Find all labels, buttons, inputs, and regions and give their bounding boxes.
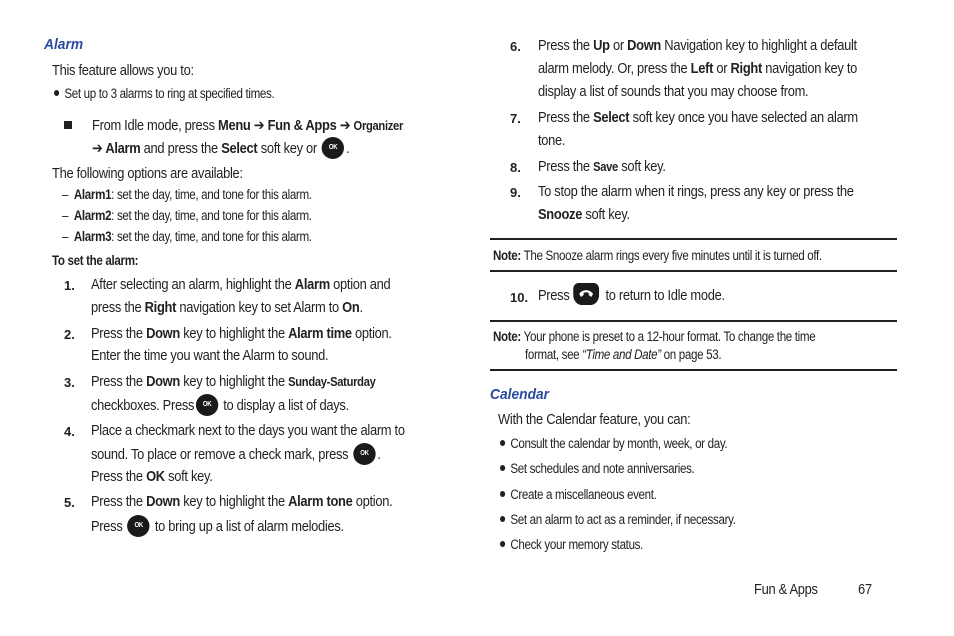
calendar-bullet: Create a miscellaneous event. bbox=[500, 487, 682, 502]
bullet-icon bbox=[500, 440, 505, 446]
step0-line2: ➔ Alarm and press the Select soft key or OK . bbox=[92, 138, 391, 160]
step9-line1: To stop the alarm when it rings, press any key or press the bbox=[538, 183, 854, 200]
step7-number: 7. bbox=[510, 111, 521, 126]
bullet-icon bbox=[500, 541, 505, 547]
step8-line: Press the Save soft key. bbox=[538, 158, 666, 175]
ok-key-icon: OK bbox=[353, 443, 375, 465]
step5-line2: Press OK to bring up a list of alarm melodies. bbox=[91, 516, 385, 538]
calendar-bullet: Set an alarm to act as a reminder, if necessary. bbox=[500, 512, 774, 527]
option-alarm3: – Alarm3: set the day, time, and tone for this alarm. bbox=[62, 229, 312, 244]
step1-number: 1. bbox=[64, 278, 75, 293]
ok-key-icon: OK bbox=[127, 515, 149, 537]
step4-number: 4. bbox=[64, 424, 75, 439]
page-number: 67 bbox=[858, 581, 872, 598]
step4-line3: Press the OK soft key. bbox=[91, 468, 213, 485]
step5-line1: Press the Down key to highlight the Alarm tone option. bbox=[91, 493, 393, 510]
step4-line2: sound. To place or remove a check mark, press OK . bbox=[91, 444, 428, 466]
bullet-icon bbox=[54, 90, 59, 96]
calendar-heading: Calendar bbox=[490, 386, 550, 403]
step2-line1: Press the Down key to highlight the Alarm time option. bbox=[91, 325, 392, 342]
alarm-heading: Alarm bbox=[44, 36, 84, 53]
bullet-icon bbox=[500, 516, 505, 522]
note2-line1: Note: Your phone is preset to a 12-hour format. To change the time bbox=[493, 329, 816, 344]
step10-number: 10. bbox=[510, 290, 529, 305]
step6-line3: display a list of sounds that you may choose from. bbox=[538, 83, 809, 100]
step3-number: 3. bbox=[64, 375, 75, 390]
end-call-key-icon bbox=[573, 283, 599, 305]
note1-top-rule bbox=[490, 238, 897, 240]
option-alarm2: – Alarm2: set the day, time, and tone for this alarm. bbox=[62, 208, 312, 223]
step7-line1: Press the Select soft key once you have selected an alarm bbox=[538, 109, 858, 126]
note2-line2: format, see “Time and Date” on page 53. bbox=[525, 347, 722, 362]
intro-bullet: Set up to 3 alarms to ring at specified times. bbox=[54, 86, 310, 101]
bullet-icon bbox=[500, 465, 505, 471]
step1-line1: After selecting an alarm, highlight the Alarm option and bbox=[91, 276, 391, 293]
footer-section: Fun & Apps bbox=[754, 581, 818, 598]
time-and-date-link[interactable]: “Time and Date” bbox=[582, 347, 661, 362]
bullet-icon bbox=[500, 491, 505, 497]
step2-number: 2. bbox=[64, 327, 75, 342]
step8-number: 8. bbox=[510, 160, 521, 175]
ok-key-icon: OK bbox=[322, 137, 344, 159]
step5-number: 5. bbox=[64, 495, 75, 510]
calendar-bullet: Check your memory status. bbox=[500, 537, 666, 552]
alarm-intro: This feature allows you to: bbox=[52, 62, 194, 79]
square-bullet-icon bbox=[64, 121, 72, 129]
step6-number: 6. bbox=[510, 39, 521, 54]
step3-line1: Press the Down key to highlight the Sunday-Saturday bbox=[91, 373, 376, 390]
options-intro: The following options are available: bbox=[52, 165, 243, 182]
calendar-bullet: Set schedules and note anniversaries. bbox=[500, 461, 726, 476]
step9-number: 9. bbox=[510, 185, 521, 200]
to-set-heading: To set the alarm: bbox=[52, 253, 139, 268]
step6-line2: alarm melody. Or, press the Left or Right navigation key to bbox=[538, 60, 857, 77]
step10-line: Press to return to Idle mode. bbox=[538, 285, 755, 307]
step7-line2: tone. bbox=[538, 132, 566, 149]
note2-top-rule bbox=[490, 320, 897, 322]
calendar-intro: With the Calendar feature, you can: bbox=[498, 411, 691, 428]
step9-line2: Snooze soft key. bbox=[538, 206, 630, 223]
step0-line1: From Idle mode, press Menu ➔ Fun & Apps ➔ Organizer bbox=[64, 116, 454, 134]
note1-bottom-rule bbox=[490, 270, 897, 272]
calendar-bullet: Consult the calendar by month, week, or day. bbox=[500, 436, 764, 451]
ok-key-icon: OK bbox=[196, 394, 218, 416]
step2-line2: Enter the time you want the Alarm to sound. bbox=[91, 347, 329, 364]
step4-line1: Place a checkmark next to the days you want the alarm to bbox=[91, 422, 405, 439]
step1-line2: press the Right navigation key to set Alarm to On. bbox=[91, 299, 363, 316]
step3-line2: checkboxes. Press OK to display a list of days. bbox=[91, 395, 391, 417]
option-alarm1: – Alarm1: set the day, time, and tone for this alarm. bbox=[62, 187, 312, 202]
step6-line1: Press the Up or Down Navigation key to highlight a default bbox=[538, 37, 857, 54]
note1: Note: The Snooze alarm rings every five minutes until it is turned off. bbox=[493, 248, 822, 263]
note2-bottom-rule bbox=[490, 369, 897, 371]
